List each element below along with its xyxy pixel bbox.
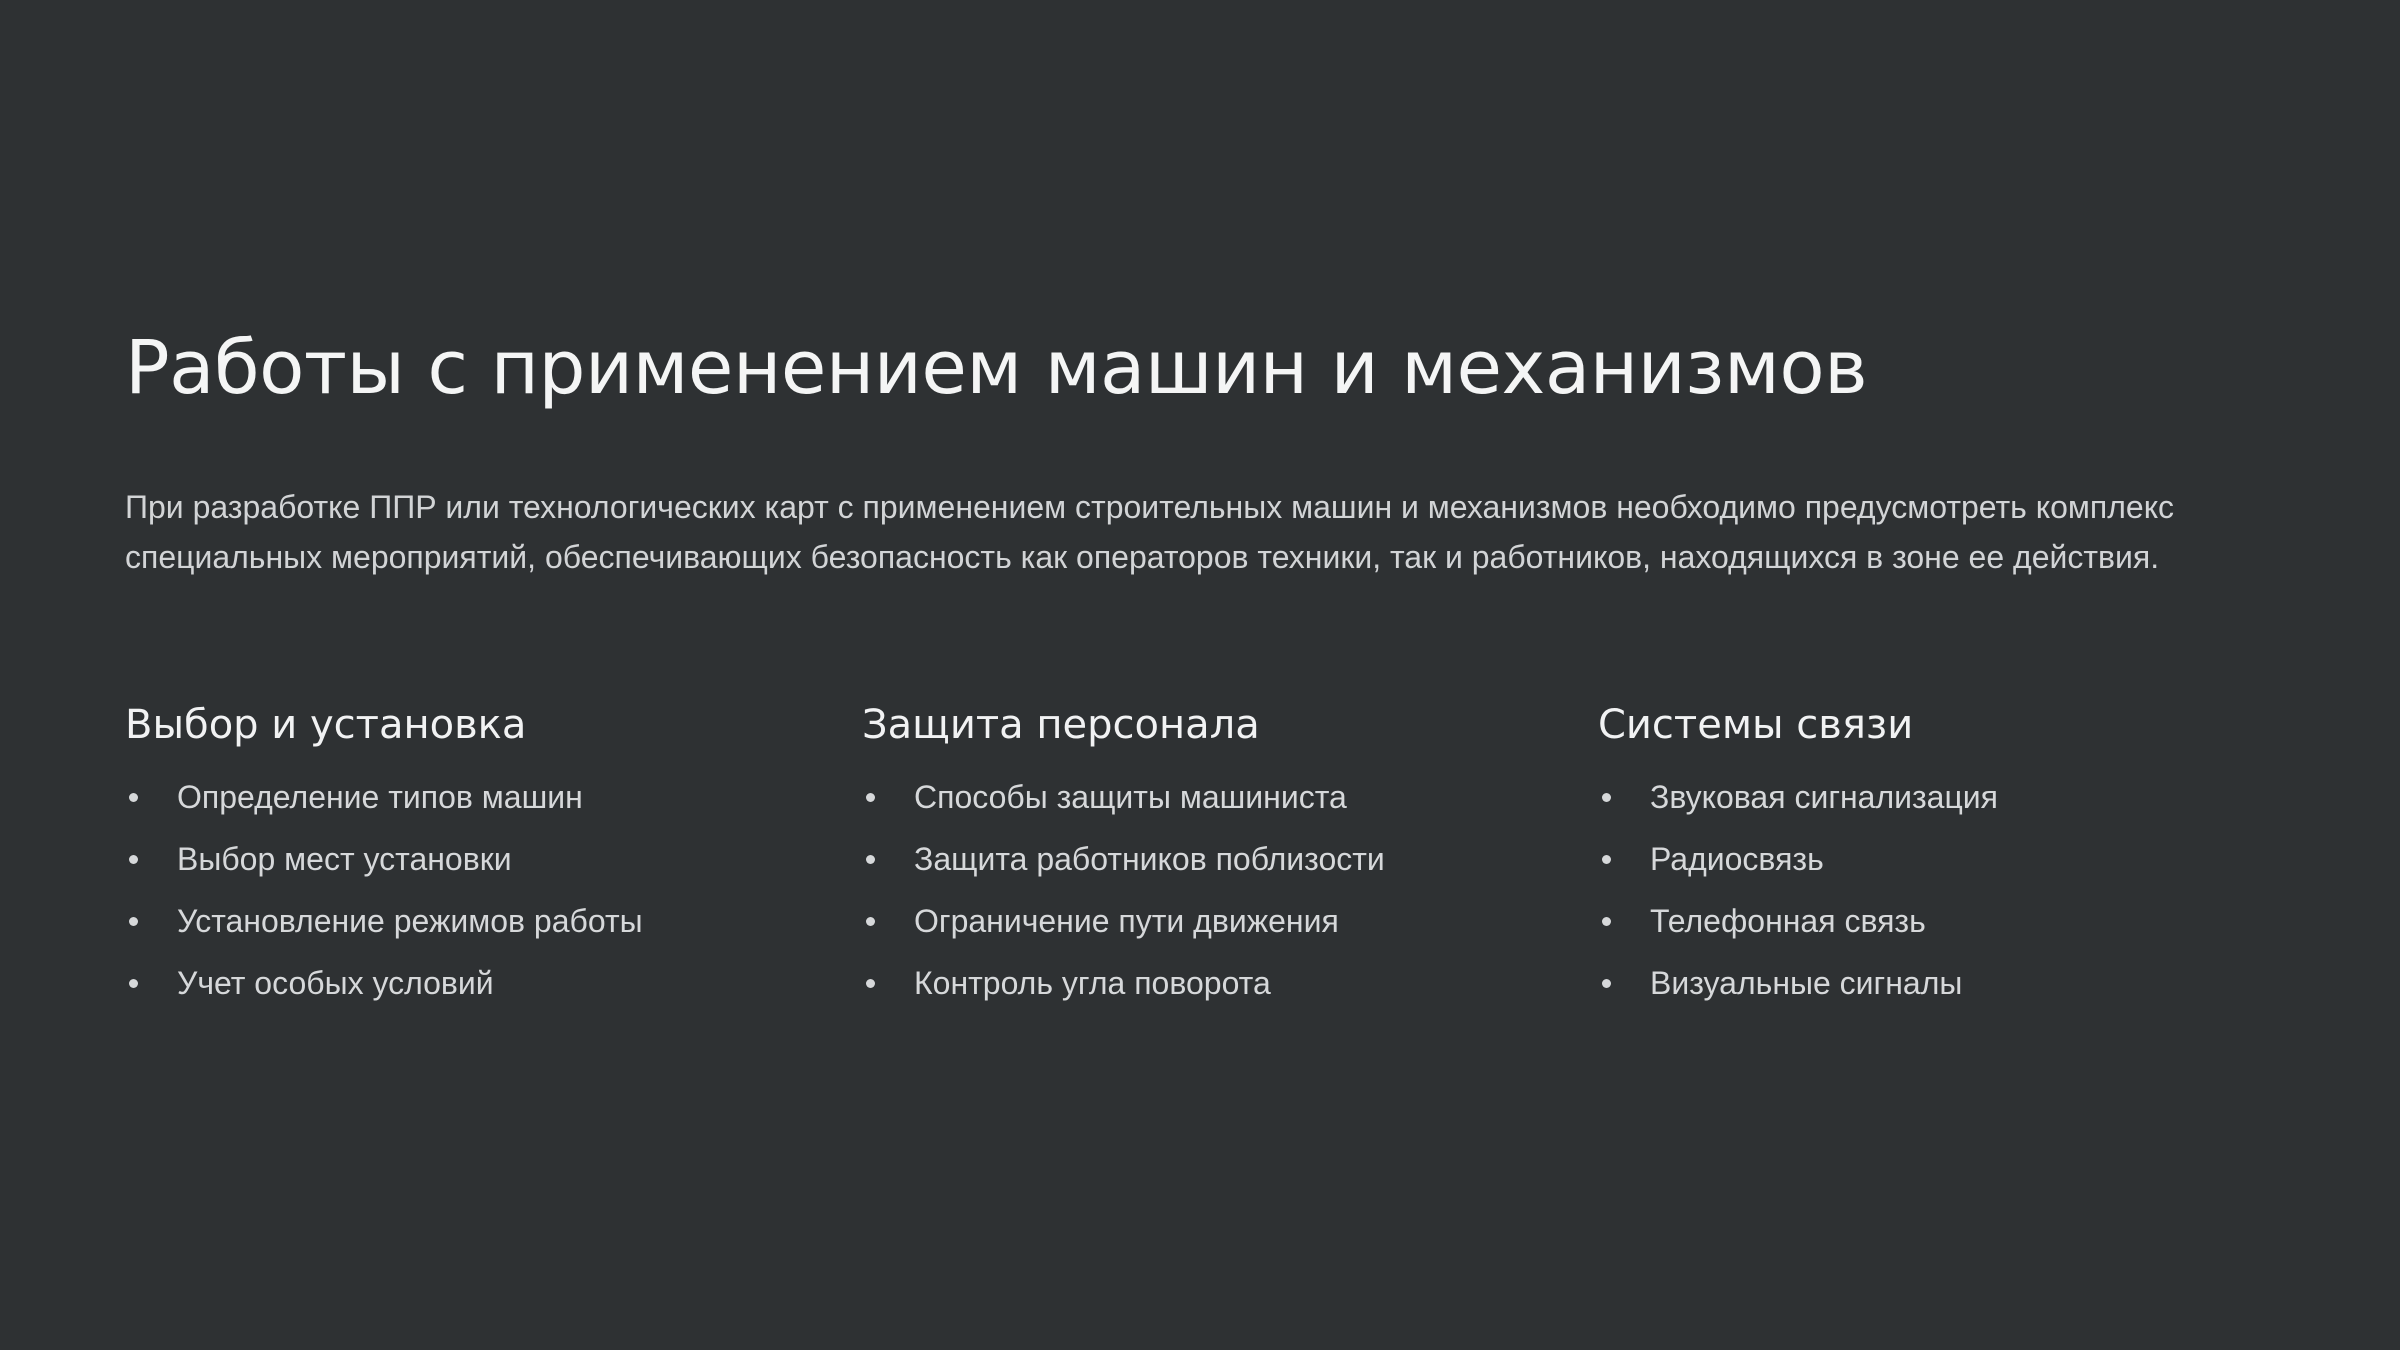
column-title: Защита персонала	[862, 702, 1260, 748]
list-item-text: Звуковая сигнализация	[1650, 779, 1998, 815]
bullet-icon	[1602, 917, 1611, 926]
list-item	[862, 828, 1562, 890]
list-item	[862, 952, 1562, 1014]
list-item	[862, 890, 1562, 952]
intro-paragraph: При разработке ППР или технологических карт с применением строительных машин и механизмов необходимо предусмотреть комплекс специальных мероприятий, обеспечивающих безопасность как операторов техники, так и работников, находящихся в зоне ее действия.	[125, 489, 2175, 575]
column-title: Выбор и установка	[125, 702, 527, 748]
list-item-text: Ограничение пути движения	[914, 903, 1339, 939]
bullet-icon	[129, 979, 138, 988]
list-item	[1598, 828, 2298, 890]
bullet-list	[862, 766, 1562, 1014]
list-item	[1598, 890, 2298, 952]
bullet-icon	[129, 793, 138, 802]
column-personnel-protection	[862, 690, 1562, 1014]
list-item-text: Визуальные сигналы	[1650, 965, 1963, 1001]
list-item	[1598, 766, 2298, 828]
bullet-icon	[866, 793, 875, 802]
bullet-icon	[1602, 979, 1611, 988]
list-item-text: Контроль угла поворота	[914, 965, 1271, 1001]
column-selection-installation	[125, 690, 825, 1014]
list-item	[1598, 952, 2298, 1014]
bullet-icon	[866, 917, 875, 926]
bullet-list	[1598, 766, 2298, 1014]
bullet-icon	[1602, 793, 1611, 802]
bullet-icon	[129, 855, 138, 864]
list-item-text: Телефонная связь	[1650, 903, 1926, 939]
list-item-text: Выбор мест установки	[177, 841, 512, 877]
list-item	[125, 828, 825, 890]
bullet-icon	[1602, 855, 1611, 864]
bullet-list	[125, 766, 825, 1014]
bullet-icon	[129, 917, 138, 926]
column-title: Системы связи	[1598, 702, 1914, 748]
slide-title: Работы с применением машин и механизмов	[125, 325, 1868, 411]
list-item-text: Учет особых условий	[177, 965, 494, 1001]
list-item	[125, 766, 825, 828]
bullet-icon	[866, 979, 875, 988]
list-item-text: Установление режимов работы	[177, 903, 643, 939]
bullet-icon	[866, 855, 875, 864]
list-item	[125, 890, 825, 952]
list-item-text: Радиосвязь	[1650, 841, 1824, 877]
list-item-text: Способы защиты машиниста	[914, 779, 1347, 815]
list-item-text: Определение типов машин	[177, 779, 583, 815]
column-communication-systems	[1598, 690, 2298, 1014]
list-item	[862, 766, 1562, 828]
list-item-text: Защита работников поблизости	[914, 841, 1385, 877]
list-item	[125, 952, 825, 1014]
